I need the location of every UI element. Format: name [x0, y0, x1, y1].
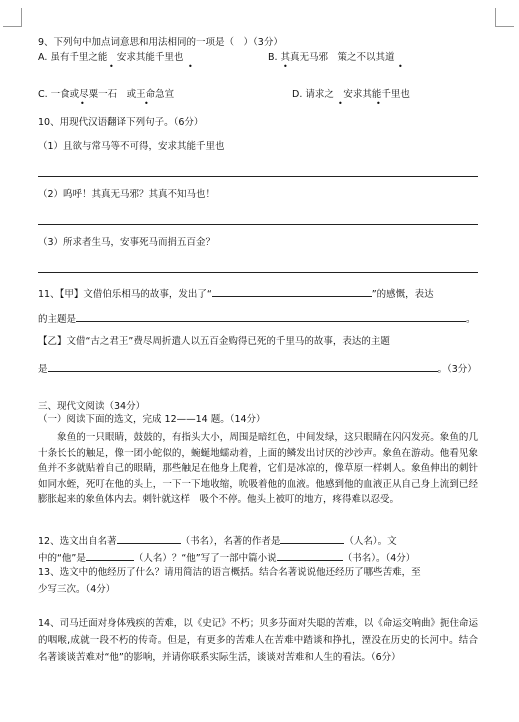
emphasis-dot: • [144, 99, 149, 108]
q11-yi-answer-line [38, 361, 477, 376]
emphasis-dot: • [188, 62, 193, 71]
q9-option-b: B. 其真无马邪 策之不以其道 [268, 52, 395, 63]
section-title: 三、现代文阅读（34分） [38, 401, 146, 412]
q9-stem: 9、下列句中加点词意思和用法相同的一项是（ ）（3分） [38, 37, 283, 48]
q12-part-6: （书名）。（4分） [342, 553, 416, 564]
q9-option-d: D. 请求之 安求其能千里也 [292, 89, 410, 100]
fill-blank[interactable] [277, 550, 343, 561]
q13-line-1: 13、选文中的他经历了什么？请用简洁的语言概括。结合名著说说他还经历了哪些苦难，至 [38, 567, 421, 578]
q13-line-2: 少写三次。（4分） [38, 584, 116, 595]
q12-line-1 [38, 533, 397, 548]
fill-blank[interactable] [117, 533, 181, 544]
emphasis-dot: • [338, 99, 343, 108]
q11-yi-pre: 是 [38, 364, 48, 375]
emphasis-dot: • [376, 99, 381, 108]
q12-part-4: 中的“他”是 [38, 553, 86, 564]
q11-yi-line: 【乙】文借“古之君王”费尽周折遣人以五百金购得已死的千里马的故事，表达的主题 [38, 336, 390, 347]
q12-part-3: （人名）。文 [344, 536, 397, 547]
answer-line [38, 272, 478, 273]
fill-blank[interactable] [48, 361, 438, 372]
q10-sentence-2: （2）呜呼！其真无马邪？其真不知马也！ [38, 189, 216, 200]
q11-period: 。 [466, 314, 476, 325]
emphasis-dot: • [283, 62, 288, 71]
emphasis-dot: • [80, 99, 85, 108]
q14-text: 14、司马迁面对身体残疾的苦难，以《史记》不朽；贝多芬面对失聪的苦难，以《命运交响曲》扼住命运的咽喉,成就一段不朽的传奇。但是，有更多的苦难人在苦难中踏谈和挣扎，湮没在历史的长河中。结合名著谈谈苦难对“他”的影响，并请你联系实际生活，谈谈对苦难和人生的看法。（6分） [38, 618, 478, 663]
q11-jia-post: ”的感慨，表达 [371, 289, 434, 300]
q10-sentence-3: （3）所求者生马，安事死马而捐五百金？ [38, 237, 216, 248]
section-subtitle: （一）阅读下面的选文，完成 12——14 题。（14分） [38, 414, 266, 425]
answer-line [38, 176, 478, 177]
q12-line-2 [38, 550, 415, 565]
passage: 象鱼的一只眼睛，鼓鼓的，有指头大小，周围是暗红色，中间发绿，这只眼睛在闪闪发亮。象鱼的几十条长长的触足，像一团小蛇似的，蜿蜒地蠕动着，上面的鳞发出讨厌的沙沙声。象鱼在游动。他看见象鱼并不多就贴着自己的眼睛，那些触足在他身上爬着，它们是冰凉的，像草原一样刺人。象鱼伸出的刺针如同水蛭，死叮在他的头上，一下一下地收缩，吮吸着他的血液。他感到他的血液正从自己身上流到已经膨胀起来的象鱼体内去。刺针就这样 吸个不停。他头上被叮的地方，疼得难以忍受。 [38, 432, 478, 505]
q11-jia-pre: 11、【甲】文借伯乐相马的故事，发出了“ [38, 289, 212, 300]
fill-blank[interactable] [76, 311, 466, 322]
corner-mark-right [495, 8, 514, 27]
corner-mark-left [3, 8, 22, 27]
fill-blank[interactable] [280, 533, 344, 544]
q11-theme-pre: 的主题是 [38, 314, 77, 325]
emphasis-dot: • [109, 62, 114, 71]
q9-option-a: A. 虽有千里之能 安求其能千里也 [38, 52, 184, 63]
q11-yi-post: 。（3分） [437, 364, 477, 375]
q9-option-c: C. 一食或尽粟一石 或王命急宣 [38, 89, 175, 100]
fill-blank[interactable] [86, 550, 134, 561]
fill-blank[interactable] [212, 286, 372, 297]
q10-stem: 10、用现代汉语翻译下列句子。（6分） [38, 117, 204, 128]
q12-part-5: （人名）？“他”写了一部中篇小说 [133, 553, 277, 564]
q10-sentence-1: （1）且欲与常马等不可得，安求其能千里也 [38, 141, 225, 152]
answer-line [38, 224, 478, 225]
q11-theme-line [38, 311, 476, 326]
q12-part-2: （书名），名著的作者是 [180, 536, 281, 547]
q11-jia-line [38, 286, 434, 301]
emphasis-dot: • [398, 62, 403, 71]
q12-part-1: 12、选文出自名著 [38, 536, 117, 547]
